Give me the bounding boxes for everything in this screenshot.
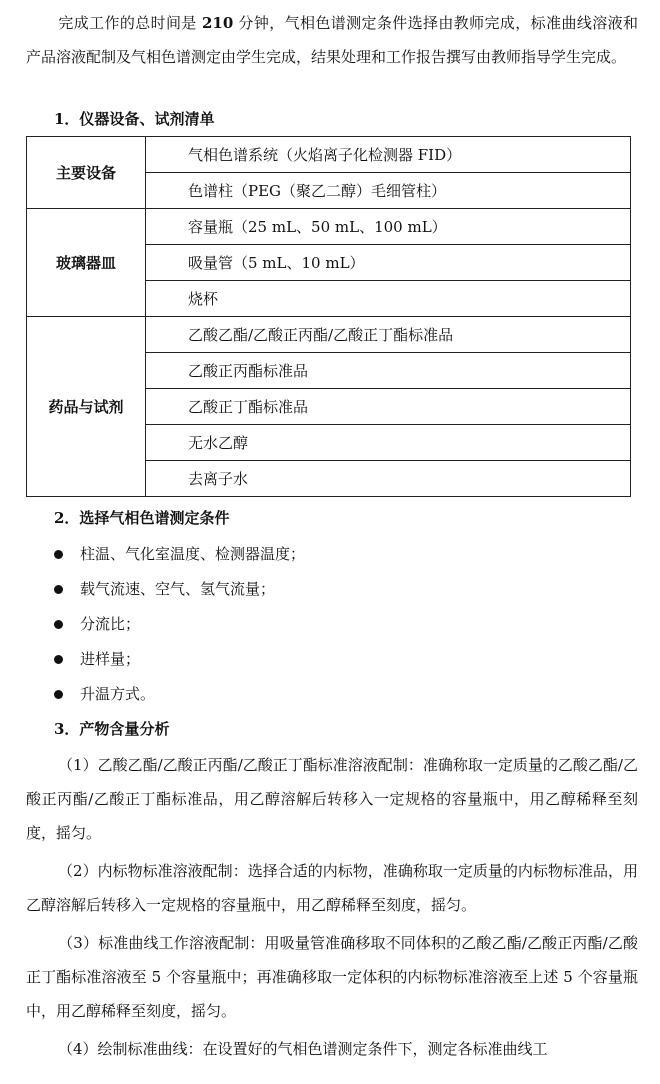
bullet-text: 进样量； (80, 650, 141, 668)
table-row (27, 209, 631, 245)
analysis-paragraph-3 (26, 926, 638, 1028)
bullet-icon (54, 655, 63, 664)
bullet-text: 升温方式。 (80, 685, 156, 703)
bullet-text: 载气流速、空气、氢气流量； (80, 580, 276, 598)
table-item: 乙酸正丙酯标准品 (146, 353, 631, 389)
bullet-icon (54, 585, 63, 594)
analysis-paragraph-2 (26, 854, 638, 922)
bullet-icon (54, 620, 63, 629)
table-row (27, 317, 631, 353)
section-1-heading: 1．仪器设备、试剂清单 (54, 110, 215, 128)
intro-paragraph (26, 6, 638, 74)
table-category: 玻璃器皿 (27, 209, 146, 317)
list-item (54, 577, 275, 601)
table-category: 主要设备 (27, 137, 146, 209)
table-item: 去离子水 (146, 461, 631, 497)
list-item (54, 682, 155, 706)
table-category: 药品与试剂 (27, 317, 146, 497)
table-item: 乙酸乙酯/乙酸正丙酯/乙酸正丁酯标准品 (146, 317, 631, 353)
bullet-icon (54, 550, 63, 559)
table-item: 乙酸正丁酯标准品 (146, 389, 631, 425)
bullet-text: 分流比； (80, 615, 141, 633)
intro-minutes: 210 (201, 14, 234, 32)
list-item (54, 647, 140, 671)
table-item: 气相色谱系统（火焰离子化检测器 FID） (146, 137, 631, 173)
bullet-text: 柱温、气化室温度、检测器温度； (80, 545, 306, 563)
list-item (54, 542, 305, 566)
analysis-paragraph-4 (26, 1032, 638, 1066)
section-3-heading: 3．产物含量分析 (54, 720, 170, 738)
paragraph-text: （3）标准曲线工作溶液配制：用吸量管准确移取不同体积的乙酸乙酯/乙酸正丙酯/乙酸正丁酯标准溶液至 5 个容量瓶中；再准确移取一定体积的内标物标准溶液至上述 5 个容量瓶中，用乙醇稀释至刻度，摇匀。 (26, 934, 638, 1020)
table-item: 无水乙醇 (146, 425, 631, 461)
bullet-icon (54, 690, 63, 699)
table-row (27, 137, 631, 173)
section-2-heading: 2．选择气相色谱测定条件 (54, 509, 230, 527)
analysis-paragraph-1 (26, 748, 638, 850)
intro-text-before: 完成工作的总时间是 (58, 14, 202, 32)
list-item (54, 612, 140, 636)
equipment-table (26, 136, 631, 497)
table-item: 色谱柱（PEG（聚乙二醇）毛细管柱） (146, 173, 631, 209)
paragraph-text: （2）内标物标准溶液配制：选择合适的内标物，准确称取一定质量的内标物标准品，用乙醇溶解后转移入一定规格的容量瓶中，用乙醇稀释至刻度，摇匀。 (26, 862, 638, 914)
table-item: 烧杯 (146, 281, 631, 317)
paragraph-text: （1）乙酸乙酯/乙酸正丙酯/乙酸正丁酯标准溶液配制：准确称取一定质量的乙酸乙酯/乙酸正丙酯/乙酸正丁酯标准品，用乙醇溶解后转移入一定规格的容量瓶中，用乙醇稀释至刻度，摇匀。 (26, 756, 638, 842)
table-item: 吸量管（5 mL、10 mL） (146, 245, 631, 281)
paragraph-text: （4）绘制标准曲线：在设置好的气相色谱测定条件下，测定各标准曲线工 (58, 1040, 548, 1058)
table-item: 容量瓶（25 mL、50 mL、100 mL） (146, 209, 631, 245)
intro-text-after: 分钟，气相色谱测定条件选择由教师完成，标准曲线溶液和产品溶液配制及气相色谱测定由学生完成，结果处理和工作报告撰写由教师指导学生完成。 (26, 14, 638, 66)
